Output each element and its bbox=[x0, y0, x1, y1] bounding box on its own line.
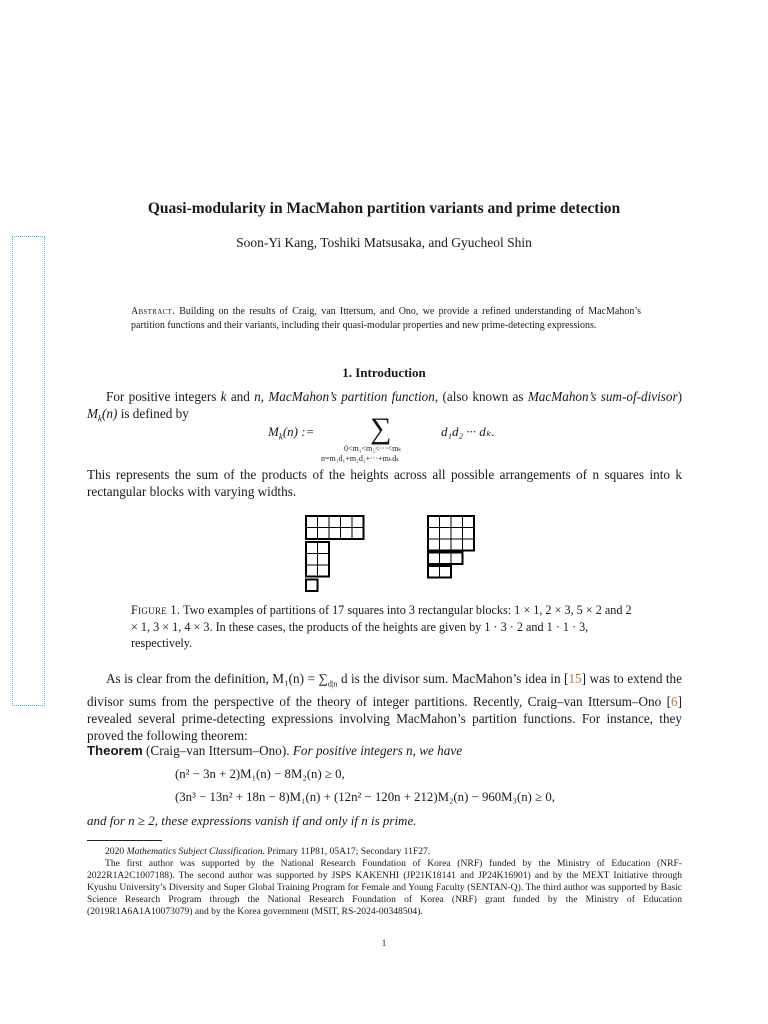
partition-block bbox=[428, 553, 463, 565]
page-number: 1 bbox=[381, 938, 387, 948]
partition-cell bbox=[318, 516, 330, 528]
partition-cell bbox=[318, 554, 330, 566]
funding-note: The first author was supported by the National Research Foundation of Korea (NRF) funded by the Ministry of Education (NRF-2022R1A2C1007188). The second author was supported by JSPS KAKENHI (JP21K18141 and JP24K16901) and by the MEXT Initiative through Kyushu University’s Diversity and Super Global Training Program for Female and Young Faculty (SENTAN-Q). The third author was supported by Basic Science Research Program through the National Research Foundation of Korea (NRF) grant funded by the Ministry of Education (2019R1A6A1A10073079) and by the Korea government (MSIT, RS-2024-00348504). bbox=[87, 858, 682, 917]
partition-figure bbox=[300, 512, 480, 596]
definition-formula: $M_k(n)$ := ∑ 0<m₁<m₂<···<mₖ n=m₁d₁+m₂d₂+···+mₖdₖ d₁d₂ ··· dₖ. bbox=[268, 412, 495, 463]
partition-cell bbox=[428, 516, 440, 528]
partition-cell bbox=[329, 516, 341, 528]
figure-caption: Figure 1. Two examples of partitions of 17 squares into 3 rectangular blocks: 1 × 1, 2 × 3, 5 × 2 and 2 × 1, 3 × 1, 4 × 3. In these cases, the products of the heights are given by 1 · 3 · 2 and 1 · 1 · 3, respectively. bbox=[131, 603, 632, 650]
partition-block bbox=[306, 580, 318, 592]
partition-cell bbox=[440, 553, 452, 565]
partition-cell bbox=[428, 528, 440, 540]
section-heading: 1. Introduction bbox=[342, 365, 426, 380]
paragraph-divisor-sum: As is clear from the definition, $M_1(n) = \sum_{d|n}$ d is the divisor sum. MacMahon’s idea in [15] was to extend the divisor sums from the perspective of the theory of integer partitions. Recently, Craig–van Ittersum–Ono [6] revealed several prime-detecting expressions involving MacMahon’s partition functions. For instance, they proved the following theorem: bbox=[87, 671, 683, 743]
partition-cell bbox=[306, 542, 318, 554]
partition-cell bbox=[440, 539, 452, 551]
partition-cell bbox=[451, 553, 463, 565]
paper-title: Quasi-modularity in MacMahon partition variants and prime detection bbox=[147, 200, 621, 217]
partition-cell bbox=[463, 539, 475, 551]
theorem-label: Theorem bbox=[87, 743, 143, 758]
footnote-rule bbox=[87, 840, 162, 841]
intro-paragraph: For positive integers k and n, MacMahon’s partition function, (also known as MacMahon’s sum-of-divisor) $M_k(n)$ is defined by bbox=[87, 389, 683, 424]
partition-cell bbox=[440, 528, 452, 540]
partition-cell bbox=[306, 528, 318, 540]
partition-cell bbox=[306, 580, 318, 592]
partition-cell bbox=[318, 565, 330, 577]
partition-cell bbox=[451, 539, 463, 551]
partition-cell bbox=[440, 566, 452, 578]
partition-cell bbox=[440, 516, 452, 528]
partition-cell bbox=[463, 528, 475, 540]
partition-cell bbox=[352, 516, 364, 528]
sum-condition-2: n=m₁d₁+m₂d₂+···+mₖdₖ bbox=[321, 454, 400, 463]
partition-cell bbox=[318, 542, 330, 554]
theorem-conclusion: and for n ≥ 2, these expressions vanish if and only if n is prime. bbox=[87, 813, 417, 828]
partition-cell bbox=[352, 528, 364, 540]
theorem-equation-1: (n² − 3n + 2)M₁(n) − 8M₂(n) ≥ 0, bbox=[175, 767, 345, 781]
partition-cell bbox=[428, 539, 440, 551]
partition-cell bbox=[318, 528, 330, 540]
theorem-block: Theorem (Craig–van Ittersum–Ono). For positive integers n, we have bbox=[87, 743, 463, 758]
partition-diagram-1 bbox=[306, 516, 364, 591]
term-sum-of-divisor: MacMahon’s sum-of-divisor bbox=[527, 389, 678, 404]
theorem-equation-2: (3n³ − 13n² + 18n − 8)M₁(n) + (12n² − 120n + 212)M₂(n) − 960M₃(n) ≥ 0, bbox=[175, 790, 555, 804]
partition-diagram-2 bbox=[428, 516, 474, 578]
paragraph-arrangements: This represents the sum of the products of the heights across all possible arrangements of n squares into k rectangular blocks with varying widths. bbox=[87, 467, 682, 499]
figure-label: Figure 1. bbox=[131, 603, 181, 617]
citation-15[interactable]: 15 bbox=[568, 671, 582, 686]
abstract-label: Abstract. bbox=[131, 306, 175, 317]
sigma-sign: ∑ bbox=[370, 412, 392, 445]
term-macmahon-partition: MacMahon’s partition function, bbox=[268, 389, 439, 404]
partition-cell bbox=[306, 565, 318, 577]
partition-cell bbox=[329, 528, 341, 540]
partition-cell bbox=[341, 528, 353, 540]
partition-cell bbox=[463, 516, 475, 528]
sum-condition-1: 0<m₁<m₂<···<mₖ bbox=[344, 444, 402, 453]
partition-cell bbox=[428, 566, 440, 578]
abstract bbox=[131, 305, 641, 332]
footnotes: 2020 Mathematics Subject Classification. Primary 11P81, 05A17; Secondary 11F27. The first author was supported by the National Research Foundation of Korea (NRF) funded by the Ministry of Education (NRF-2022R1A2C1007188). The second author was supported by JSPS KAKENHI (JP21K18141 and JP24K16901) and by the MEXT Initiative through Kyushu University’s Diversity and Super Global Training Program for Female and Young Faculty (SENTAN-Q). The third author was supported by Basic Science Research Program through the National Research Foundation of Korea (NRF) grant funded by the Ministry of Education (2019R1A6A1A10073079) and by the Korea government (MSIT, RS-2024-00348504). bbox=[87, 846, 682, 917]
abstract-text: Building on the results of Craig, van Ittersum, and Ono, we provide a refined understanding of MacMahon’s partition functions and their variants, including their quasi-modular properties and new prime-detecting expressions. bbox=[131, 306, 642, 331]
margin-annotation-box bbox=[12, 236, 45, 706]
partition-cell bbox=[451, 528, 463, 540]
partition-cell bbox=[306, 554, 318, 566]
partition-cell bbox=[428, 553, 440, 565]
partition-cell bbox=[451, 516, 463, 528]
partition-cell bbox=[306, 516, 318, 528]
citation-6[interactable]: 6 bbox=[671, 693, 678, 709]
partition-cell bbox=[341, 516, 353, 528]
paper-authors: Soon-Yi Kang, Toshiki Matsusaka, and Gyucheol Shin bbox=[236, 235, 532, 250]
